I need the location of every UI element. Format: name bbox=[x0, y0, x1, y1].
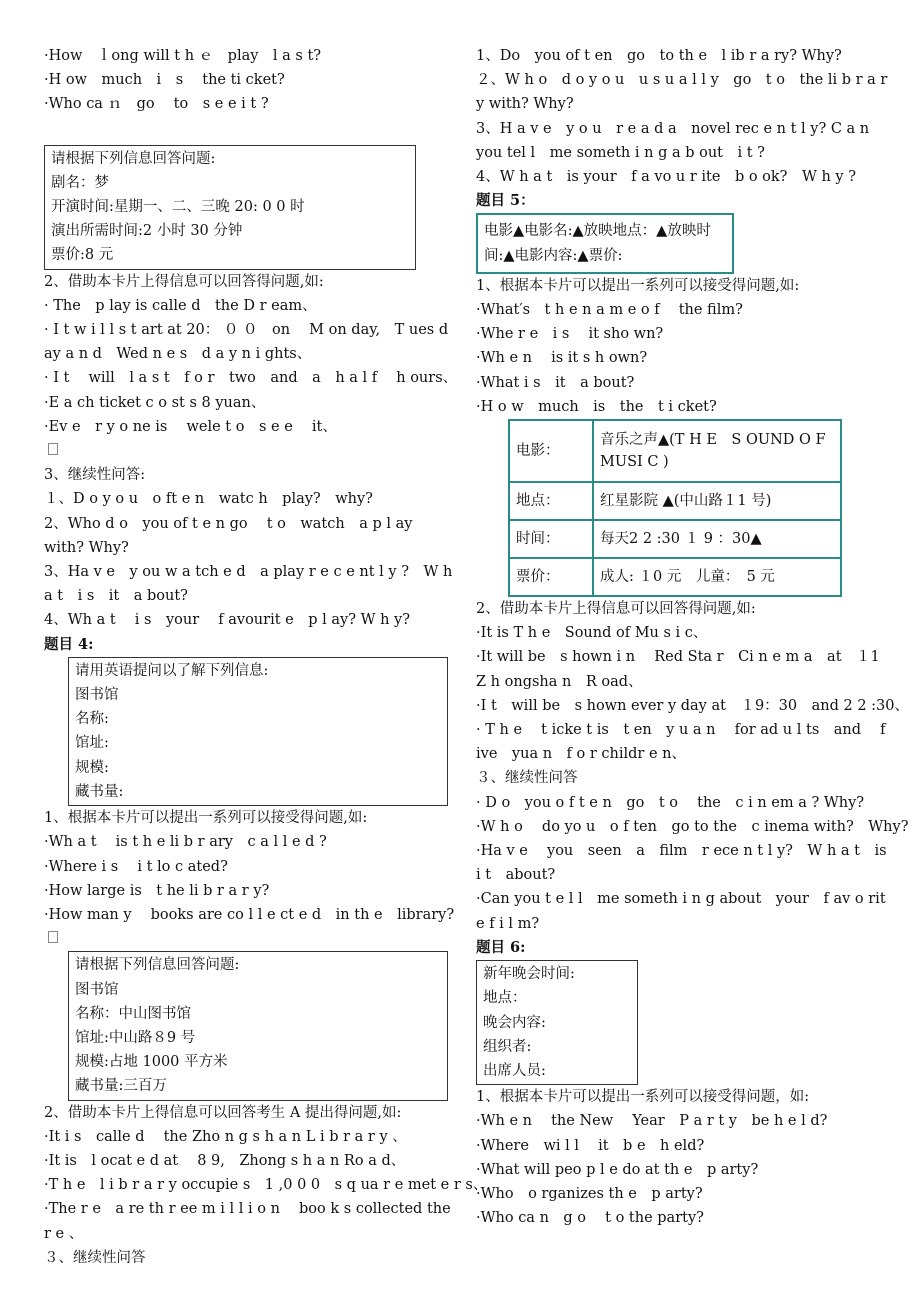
text-line: ·It will be s hown i n Red Sta r Ci n e m a at １1 Z h ongsha n R oad、 bbox=[476, 649, 880, 690]
text-line: ·What will peo p l e do at th e p arty? bbox=[476, 1161, 759, 1178]
table-cell-key: 票价： bbox=[509, 558, 593, 596]
text-line: ·What i s it a bout? bbox=[476, 374, 635, 391]
box-line: 开演时间:星期一、二、三晚 20: 0 0 时 bbox=[51, 199, 305, 216]
box-line: 请根据下列信息回答问题: bbox=[75, 957, 240, 974]
box-line: 藏书量: bbox=[75, 783, 124, 800]
info-box-library-prompt bbox=[68, 657, 448, 806]
text-line: ·How man y books are co l l e ct e d in th e library? bbox=[44, 906, 455, 923]
box-line: 请用英语提问以了解下列信息: bbox=[75, 662, 269, 679]
text-line: · I t will l a s t f o r two and a h a l f h ours、 bbox=[44, 370, 458, 387]
text-line: ·H o w much is the t i cket? bbox=[476, 398, 717, 415]
info-box-party bbox=[476, 960, 638, 1085]
table-row bbox=[509, 482, 841, 520]
box-line: 组织者: bbox=[483, 1038, 532, 1055]
section-title: 1、根据本卡片可以提出一系列可以接受得问题，如: bbox=[476, 1089, 810, 1106]
text-line: １、D o y o u o ft e n watc h play? why? bbox=[44, 491, 373, 508]
text-line: ·How large is t he li b r a r y? bbox=[44, 882, 270, 899]
table-cell-key: 电影： bbox=[509, 420, 593, 482]
info-box-play bbox=[44, 145, 416, 270]
box-line: 晚会内容: bbox=[483, 1014, 546, 1031]
text-line: ·Who ca ｎ go to s e e i t ? bbox=[44, 96, 269, 113]
text-line: ·What′s t h e n a m e o f the film? bbox=[476, 302, 743, 319]
table-cell-key: 地点： bbox=[509, 482, 593, 520]
box-line: 请根据下列信息回答问题: bbox=[51, 150, 216, 167]
text-line: 3、H a v e y o u r e a d a novel rec e n t l y? C a n you tel l me someth i n g a b out i t ? bbox=[476, 120, 870, 161]
text-line: ·Wh e n is it s h own? bbox=[476, 350, 648, 367]
text-line: 4、W h a t is your f a vo u r ite b o ok? W h y ? bbox=[476, 169, 856, 186]
text-line: ·Wh e n the New Year P a r t y be h e l d? bbox=[476, 1113, 828, 1130]
table-cell-value: 音乐之声▲(T H E S OUND O F MUSI C ) bbox=[593, 420, 841, 482]
box-line: 票价:8 元 bbox=[51, 247, 114, 264]
text-line: ·Ev e r y o ne is wele t o s e e it、 bbox=[44, 418, 337, 435]
table-row bbox=[509, 558, 841, 596]
box-line: 新年晚会时间: bbox=[483, 966, 575, 983]
text-line: ·W h o do yo u o f ten go to the c inema with? Why? bbox=[476, 818, 909, 835]
box-line: 藏书量:三百万 bbox=[75, 1078, 167, 1095]
text-line: · D o you o f t e n go t o the c i n em a ? Why? bbox=[476, 794, 865, 811]
text-line: ·Can you t e l l me someth i n g about your f av o rit e f i l m? bbox=[476, 891, 886, 932]
section-title: 1、根据本卡片可以提出一系列可以接受得问题,如: bbox=[476, 277, 800, 294]
section-title: 3、继续性问答: bbox=[44, 467, 146, 484]
table-cell-key: 时间： bbox=[509, 520, 593, 558]
text-line: ·It is T h e Sound of Mu s i c、 bbox=[476, 625, 708, 642]
text-line: · The p lay is calle d the D r eam、 bbox=[44, 297, 317, 314]
film-info-table bbox=[508, 419, 842, 597]
text-line: ·Wh a t is t h e li b r ary c a l l e d ? bbox=[44, 834, 327, 851]
text-line: ·Where i s i t lo c ated? bbox=[44, 858, 228, 875]
box-line: 馆址:中山路８9 号 bbox=[75, 1029, 196, 1046]
text-line: · T h e t icke t is t en y u a n for ad u l ts and f ive yua n f o r childr e n、 bbox=[476, 722, 886, 763]
placeholder-square-icon bbox=[44, 927, 456, 951]
table-cell-value: 红星影院 ▲(中山路１1 号) bbox=[593, 482, 841, 520]
box-line: 地点： bbox=[483, 990, 527, 1007]
box-line: 名称: bbox=[75, 711, 109, 728]
text-line: ·T h e l i b r a r y occupie s 1 ,0 0 0 s q ua r e met e r s、 bbox=[44, 1177, 488, 1194]
section-title: ３、继续性问答 bbox=[476, 770, 578, 787]
table-row bbox=[509, 420, 841, 482]
section-title: ３、继续性问答 bbox=[44, 1249, 146, 1266]
box-line: 馆址: bbox=[75, 735, 109, 752]
box-line: 规模: bbox=[75, 759, 109, 776]
text-line: · I t w i l l s t art at 20： ０ ０ on M on day, T ues d ay a n d Wed n e s d a y n i ghts、 bbox=[44, 322, 449, 363]
box-line: 剧名：梦 bbox=[51, 174, 109, 191]
text-line: ·H ow much i s the ti cket? bbox=[44, 72, 285, 89]
table-row bbox=[509, 520, 841, 558]
box-line: 图书馆 bbox=[75, 687, 119, 704]
text-line: 4、Wh a t i s your f avourit e p l ay? W h y? bbox=[44, 612, 411, 629]
question-title: 题目 6: bbox=[476, 938, 526, 956]
text-line: ２、W h o d o y o u u s u a l l y go t o the li b r a r y with? Why? bbox=[476, 72, 888, 113]
text-line: ·E a ch ticket c o st s 8 yuan、 bbox=[44, 394, 266, 411]
text-line: ·Where wi l l it b e h eld? bbox=[476, 1137, 705, 1154]
placeholder-square-icon bbox=[44, 439, 456, 463]
text-line: 2、Who d o you of t e n go t o watch a p l ay with? Why? bbox=[44, 515, 413, 556]
table-cell-value: 成人: １0 元 儿童： 5 元 bbox=[593, 558, 841, 596]
info-box-library bbox=[68, 951, 448, 1100]
left-column bbox=[44, 44, 488, 1270]
right-column bbox=[476, 44, 909, 1230]
text-line: ·Whe r e i s it sho wn? bbox=[476, 326, 664, 343]
section-title: 2、借助本卡片上得信息可以回答得问题,如: bbox=[476, 601, 756, 618]
text-line: ·I t will be s hown ever y day at １9：30 and 2 2 :30、 bbox=[476, 697, 909, 714]
box-line: 规模:占地 1000 平方米 bbox=[75, 1054, 228, 1071]
question-title: 题目 4: bbox=[44, 635, 94, 653]
question-title: 题目 5： bbox=[476, 192, 535, 210]
table-cell-value: 每天2 2 :30 １ 9 ：30▲ bbox=[593, 520, 841, 558]
text-line: ·Who o rganizes th e p arty? bbox=[476, 1185, 703, 1202]
text-line: ·The r e a re th r ee m i l l i o n boo k s collected the r e 、 bbox=[44, 1201, 451, 1242]
text-line: ·Ha v e you seen a film r ece n t l y? W h a t is i t about? bbox=[476, 843, 902, 884]
section-title: 2、借助本卡片上得信息可以回答考生 A 提出得问题,如: bbox=[44, 1104, 402, 1121]
text-line: ·How ｌong will t h ｅ play l a s t? bbox=[44, 48, 322, 64]
text-line: ·It is l ocat e d at 8 9, Zhong s h a n Ro a d、 bbox=[44, 1152, 406, 1169]
box-line: 图书馆 bbox=[75, 981, 119, 998]
text-line: ·Who ca n g o t o the party? bbox=[476, 1210, 704, 1227]
text-line: ·It i s calle d the Zho n g s h a n L i b r a r y 、 bbox=[44, 1128, 407, 1145]
section-title: 1、根据本卡片可以提出一系列可以接受得问题,如: bbox=[44, 810, 368, 827]
text-line: 1、Do you of t en go to th e l ib r a ry? Why? bbox=[476, 48, 842, 64]
box-line: 名称：中山图书馆 bbox=[75, 1005, 191, 1022]
box-line: 演出所需时间:2 小时 30 分钟 bbox=[51, 223, 243, 240]
box-line: 出席人员: bbox=[483, 1062, 546, 1079]
text-line: 3、Ha v e y ou w a tch e d a play r e c e nt l y ? W h a t i s it a bout? bbox=[44, 564, 453, 605]
section-title: 2、借助本卡片上得信息可以回答得问题,如: bbox=[44, 273, 324, 290]
info-box-film-prompt: 电影▲电影名:▲放映地点：▲放映时间:▲电影内容:▲票价: bbox=[476, 213, 734, 273]
